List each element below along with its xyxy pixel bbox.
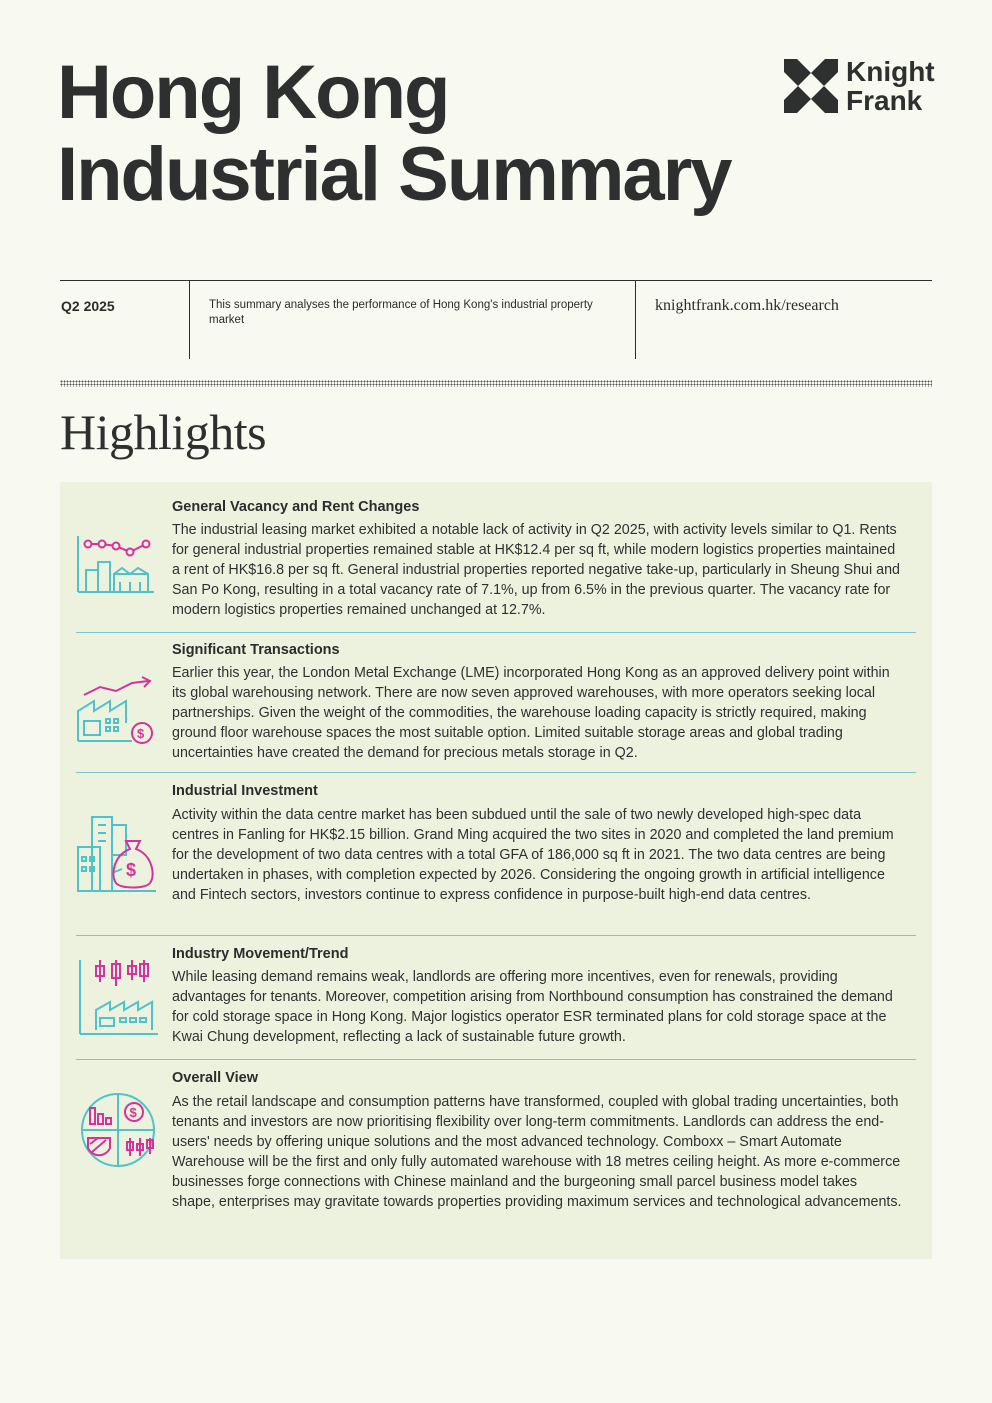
highlight-title: Industrial Investment — [172, 783, 318, 799]
highlights-panel — [60, 482, 932, 1259]
highlight-title: Industry Movement/Trend — [172, 946, 349, 962]
highlight-divider — [76, 1059, 916, 1060]
svg-text:$: $ — [126, 860, 137, 880]
building-line-chart-icon — [76, 530, 160, 610]
highlight-body: As the retail landscape and consumption patterns have transformed, coupled with global trading uncertainties, both tenants and investors are now prioritising flexibility over long-term commitments. Landlords can address the end-users' needs by offering unique solutions and the most advanced technology. Comboxx – Smart Automate Warehouse will be the first and only fully automated warehouse with 18 metres ceiling height. As more e-commerce businesses forge connections with Chinese mainland and the burgeoning small parcel business model takes shape, enterprises may gravitate towards properties providing maximum services and technological advancements. — [172, 1094, 902, 1210]
svg-text:$: $ — [129, 1105, 137, 1120]
highlight-title: Significant Transactions — [172, 642, 340, 658]
research-url-link[interactable]: knightfrank.com.hk/research — [655, 297, 839, 314]
knight-frank-logo — [784, 58, 934, 114]
highlight-body: Earlier this year, the London Metal Exchange (LME) incorporated Hong Kong as an approved delivery point within its global warehousing network. There are now seven approved warehouses, with more operators seeking local partnerships. Given the weight of the commodities, the warehouse loading capacity is strictly required, making ground floor warehouse spaces the most suitable option. Limited suitable storage areas and global trading uncertainties have created the demand for precious metals storage in Q2. — [172, 665, 890, 761]
highlight-divider — [76, 935, 916, 936]
highlight-divider — [76, 632, 916, 633]
title-line-2: Industrial Summary — [57, 132, 731, 217]
highlights-heading: Highlights — [60, 404, 267, 460]
highlight-body: Activity within the data centre market has been subdued until the sale of two newly developed high-spec data centres in Fanling for HK$2.15 billion. Grand Ming acquired the two sites in 2020 and completed the land premium for the development of two data centres with a total GFA of 186,000 sq ft in 2021. The two data centres are being undertaken in phases, with completion expected by 2026. Considering the ongoing growth in artificial intelligence and Fintech sectors, investors continue to express confidence in purpose-built high-end data centres. — [172, 807, 894, 903]
factory-dollar-icon — [76, 671, 160, 751]
highlight-title: Overall View — [172, 1070, 258, 1086]
analytics-quadrant-icon — [76, 1090, 160, 1170]
buildings-money-bag-icon — [76, 813, 160, 893]
report-quarter: Q2 2025 — [61, 298, 115, 314]
report-summary: This summary analyses the performance of Hong Kong's industrial property market — [209, 299, 593, 326]
dotted-separator — [60, 380, 932, 387]
meta-divider-1 — [189, 281, 190, 359]
highlight-title: General Vacancy and Rent Changes — [172, 499, 420, 515]
page-title — [57, 52, 731, 216]
meta-divider-2 — [635, 281, 636, 359]
factory-candlestick-icon — [76, 958, 160, 1038]
logo-word-knight: Knight — [846, 56, 935, 87]
highlight-divider — [76, 772, 916, 773]
highlight-body: The industrial leasing market exhibited a notable lack of activity in Q2 2025, with activity levels similar to Q1. Rents for general industrial properties remained stable at HK$12.4 per sq ft, while modern logistics properties maintained a rent of HK$16.8 per sq ft. General industrial properties reported negative take-up, particularly in Sheung Shui and San Po Kong, resulting in a total vacancy rate of 7.1%, up from 6.5% in the previous quarter. The vacancy rate for modern logistics properties remained unchanged at 12.7%. — [172, 522, 900, 618]
meta-top-rule — [60, 280, 932, 281]
logo-mark-icon — [784, 59, 838, 113]
logo-word-frank: Frank — [846, 85, 923, 116]
highlight-body: While leasing demand remains weak, landlords are offering more incentives, even for renewals, providing advantages for tenants. Moreover, competition arising from Northbound consumption has constrained the demand for cold storage space in Hong Kong. Major logistics operator ESR terminated plans for cold storage space at the Kwai Chung development, reflecting a lack of sustainable future growth. — [172, 969, 893, 1045]
svg-text:$: $ — [137, 726, 145, 741]
title-line-1: Hong Kong — [57, 50, 449, 135]
